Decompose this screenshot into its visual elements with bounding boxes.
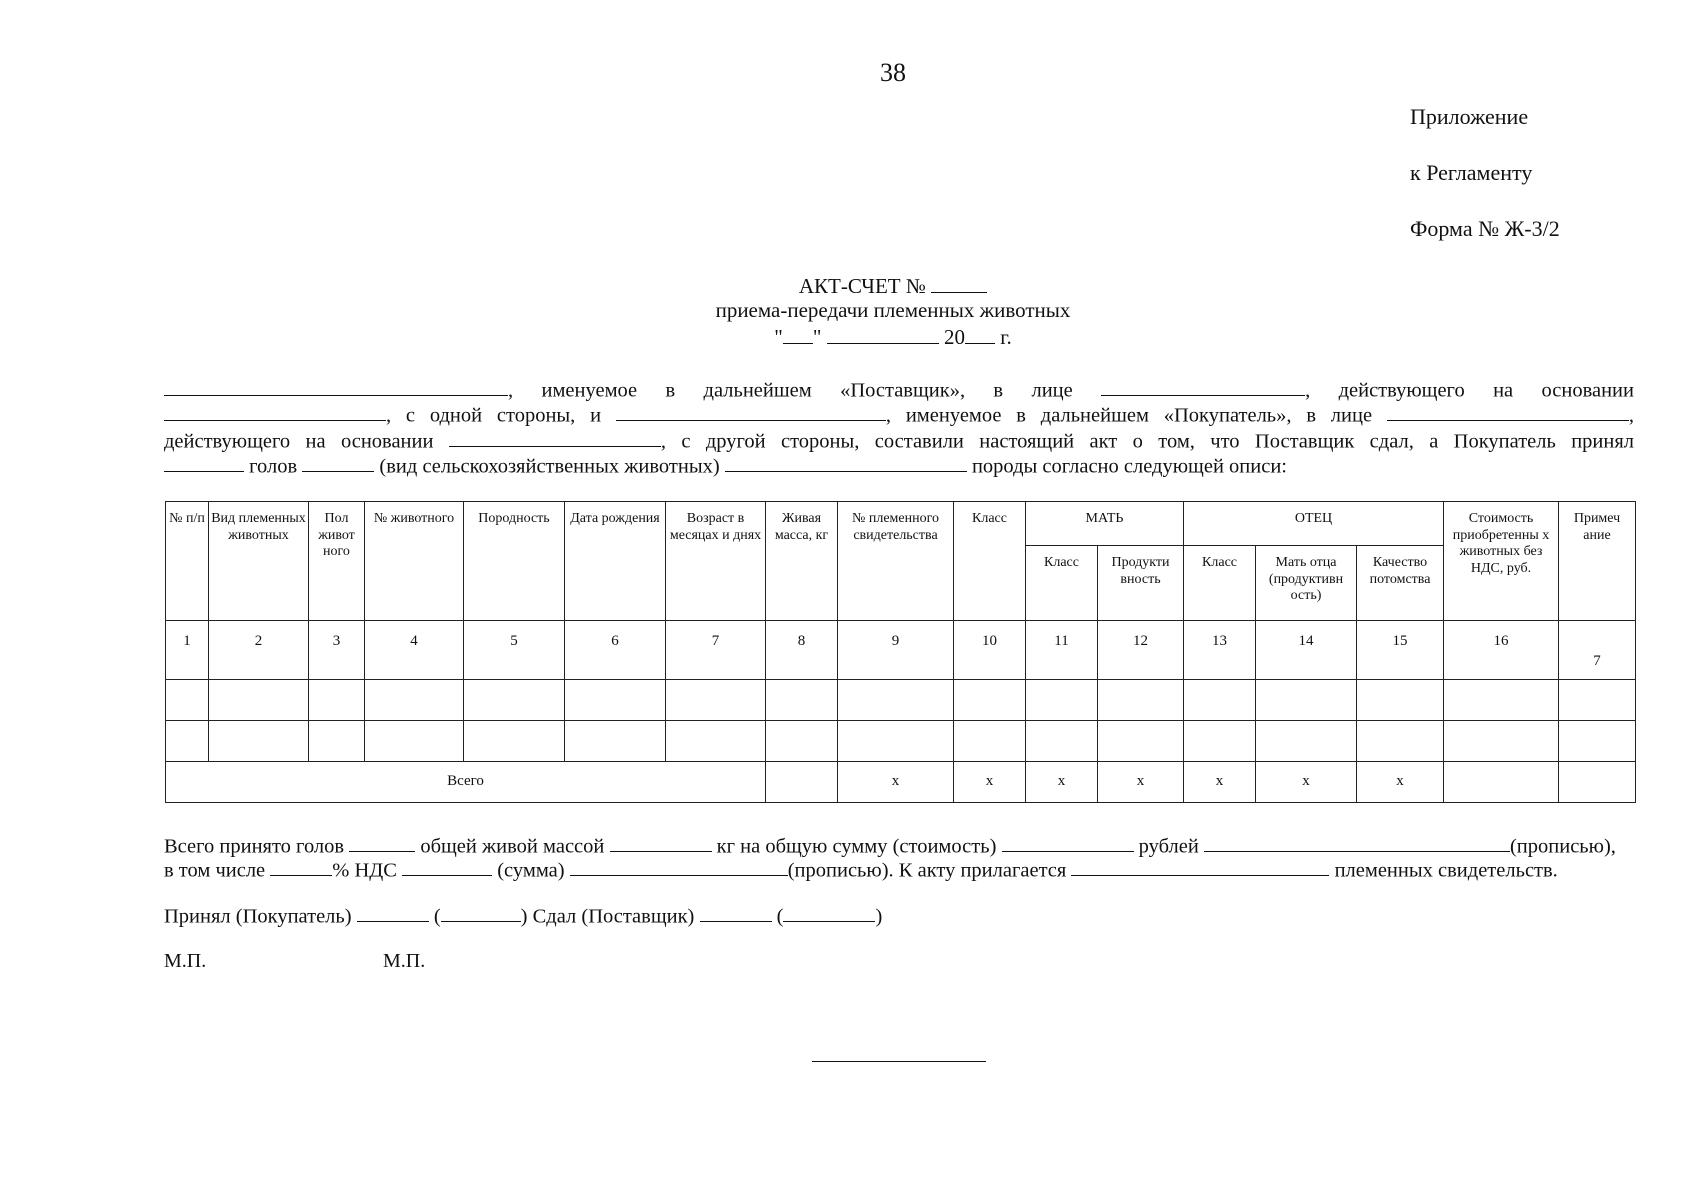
header-mother: МАТЬ [1026, 502, 1184, 546]
title-text: АКТ-СЧЕТ № [798, 273, 926, 298]
heads-blank [164, 452, 244, 472]
column-number: 4 [365, 621, 464, 680]
table-header-row [166, 502, 1636, 546]
header-weight: Живая масса, кг [766, 502, 838, 621]
total-row [166, 762, 1636, 803]
header-sex: Пол живот ного [309, 502, 365, 621]
header-age: Возраст в месяцах и днях [666, 502, 766, 621]
document-date: " " 20 г. [774, 324, 1012, 349]
appendix-label: Приложение [1410, 104, 1529, 129]
column-numbers-row [166, 621, 1636, 680]
column-number: 3 [309, 621, 365, 680]
header-offspring-quality: Качество потомства [1357, 546, 1444, 621]
column-number: 10 [954, 621, 1026, 680]
header-breed-level: Породность [464, 502, 565, 621]
breed-blank [725, 452, 967, 472]
total-x: х [1026, 762, 1098, 803]
supplier-signature-blank [700, 902, 772, 922]
header-father-class: Класс [1184, 546, 1256, 621]
summary-line-1: Всего принято голов общей живой массой кг на общую сумму (стоимость) рублей (прописью), [164, 832, 1616, 858]
buyer-rep-blank [1387, 401, 1629, 421]
vat-sum-blank [402, 856, 492, 876]
body-line-1: , именуемое в дальнейшем «Поставщик», в лице , действующего на основании [164, 376, 1634, 402]
total-x: х [1256, 762, 1357, 803]
column-number: 6 [565, 621, 666, 680]
vat-in-words-blank [570, 856, 788, 876]
header-certificate: № племенного свидетельства [838, 502, 954, 621]
buyer-name-blank [616, 401, 886, 421]
column-number: 15 [1357, 621, 1444, 680]
header-class: Класс [954, 502, 1026, 621]
buyer-basis-blank [449, 427, 661, 447]
column-number: 5 [464, 621, 565, 680]
column-number: 7 [666, 621, 766, 680]
heads-blank-2 [302, 452, 374, 472]
vat-percent-blank [270, 856, 332, 876]
column-number: 1 [166, 621, 209, 680]
supplier-name-decoding-blank [783, 902, 875, 922]
column-number: 2 [209, 621, 309, 680]
total-label: Всего [166, 762, 766, 803]
year-blank [965, 323, 995, 344]
total-x: х [1357, 762, 1444, 803]
page-number: 38 [880, 58, 906, 87]
header-animal-id: № животного [365, 502, 464, 621]
column-number: 9 [838, 621, 954, 680]
buyer-signature-blank [357, 902, 429, 922]
supplier-name-blank [164, 376, 508, 396]
signatures-line: Принял (Покупатель) ( ) Сдал (Поставщик) ( ) [164, 902, 882, 928]
body-line-2: , с одной стороны, и , именуемое в дальнейшем «Покупатель», в лице , [164, 401, 1634, 427]
column-number: 11 [1026, 621, 1098, 680]
act-number-blank [931, 272, 987, 293]
total-x: х [954, 762, 1026, 803]
body-line-3: действующего на основании , с другой стороны, составили настоящий акт о том, что Поставщик сдал, а Покупатель принял [164, 427, 1634, 453]
column-number: 16 [1444, 621, 1559, 680]
total-x: х [1098, 762, 1184, 803]
appendix-regulation: к Регламенту [1410, 160, 1533, 185]
table-row [166, 680, 1636, 721]
day-blank [783, 323, 813, 344]
form-number: Форма № Ж-3/2 [1410, 216, 1560, 241]
buyer-name-decoding-blank [441, 902, 521, 922]
table-row [166, 721, 1636, 762]
header-mother-class: Класс [1026, 546, 1098, 621]
month-blank [827, 323, 939, 344]
summary-line-2: в том числе % НДС (сумма) (прописью). К акту прилагается племенных свидетельств. [164, 856, 1558, 882]
body-line-4: голов (вид сельскохозяйственных животных) породы согласно следующей описи: [164, 452, 1634, 478]
header-fathers-mother: Мать отца (продуктивн ость) [1256, 546, 1357, 621]
document-subtitle: приема-передачи племенных животных [715, 298, 1071, 322]
header-animal-type: Вид племенных животных [209, 502, 309, 621]
document-title [0, 272, 1708, 299]
header-father: ОТЕЦ [1184, 502, 1444, 546]
stamp-place-buyer: М.П. [164, 950, 207, 972]
column-number: 13 [1184, 621, 1256, 680]
column-number: 8 [766, 621, 838, 680]
header-note: Примеч ание [1559, 502, 1636, 621]
supplier-basis-blank [164, 401, 386, 421]
column-number: 7 [1559, 621, 1636, 680]
header-cost: Стоимость приобретенны х животных без НДС, руб. [1444, 502, 1559, 621]
header-birth-date: Дата рождения [565, 502, 666, 621]
header-number: № п/п [166, 502, 209, 621]
certificates-count-blank [1071, 856, 1329, 876]
supplier-rep-blank [1101, 376, 1305, 396]
sum-in-words-blank [1204, 832, 1510, 852]
stamp-place-supplier: М.П. [383, 950, 426, 972]
header-mother-productivity: Продукти вность [1098, 546, 1184, 621]
column-number: 12 [1098, 621, 1184, 680]
total-mass-blank [610, 832, 712, 852]
total-sum-blank [1002, 832, 1134, 852]
total-x: х [1184, 762, 1256, 803]
total-heads-blank [349, 832, 415, 852]
column-number: 14 [1256, 621, 1357, 680]
animals-table [165, 501, 1636, 803]
end-rule [812, 1061, 986, 1062]
total-x: х [838, 762, 954, 803]
